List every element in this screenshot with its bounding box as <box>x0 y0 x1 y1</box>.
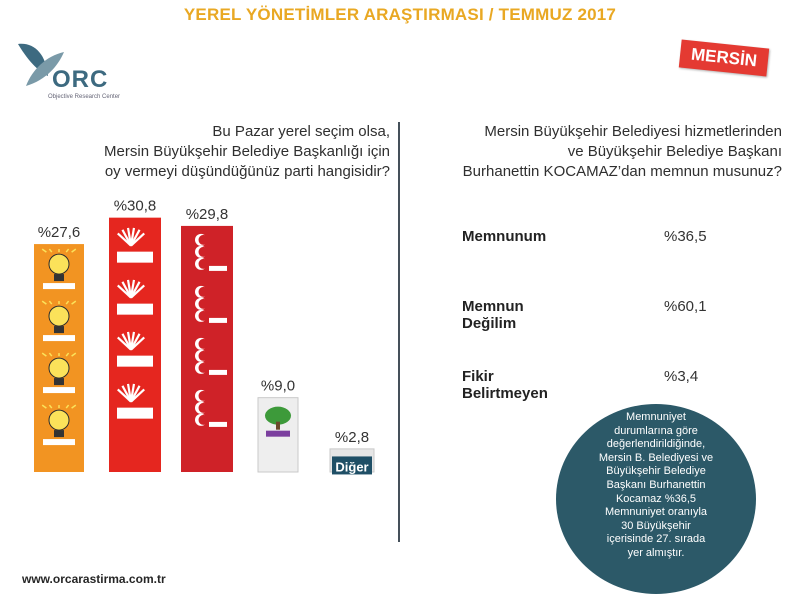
page-title: YEREL YÖNETİMLER ARAŞTIRMASI / TEMMUZ 2017 <box>183 5 617 24</box>
satisfaction-label: Fikir Belirtmeyen <box>462 368 548 402</box>
logo-name: ORC <box>52 66 109 93</box>
satisfaction-question-line: Mersin Büyükşehir Belediyesi hizmetlerinden <box>484 123 782 140</box>
logo-subtitle: Objective Research Center <box>48 94 121 100</box>
satisfaction-label: Memnunum <box>462 228 547 245</box>
vote-bar-chart <box>0 0 400 480</box>
satisfaction-value: %3,4 <box>664 368 699 385</box>
note-line: yer almıştır. <box>627 546 685 559</box>
satisfaction-value: %36,5 <box>664 228 707 245</box>
note-line: içerisinde 27. sırada <box>606 533 706 546</box>
satisfaction-question-line: Burhanettin KOCAMAZ’dan memnun musunuz? <box>462 163 782 180</box>
satisfaction-question <box>402 122 782 182</box>
website-link[interactable]: www.orcarastirma.com.tr <box>22 572 166 586</box>
bar-value-label: %2,8 <box>334 428 370 446</box>
bar-value-label: %30,8 <box>113 197 157 215</box>
note-line: Memnuniyet <box>626 411 686 423</box>
note-line: değerlendirildiğinde, <box>606 438 706 451</box>
note-text <box>594 411 718 561</box>
bar-value-label: %27,6 <box>37 224 81 242</box>
note-line: Kocamaz %36,5 <box>615 492 697 505</box>
bar-value-label: %9,0 <box>260 377 296 395</box>
note-line: 30 Büyükşehir <box>621 519 691 532</box>
note-line: Başkanı Burhanettin <box>606 478 706 491</box>
vote-question-line: Mersin Büyükşehir Belediye Başkanlığı için <box>104 143 390 160</box>
note-line: Mersin B. Belediyesi ve <box>598 451 714 464</box>
city-badge: MERSİN <box>679 39 769 76</box>
note-line: Büyükşehir Belediye <box>606 465 706 478</box>
note-circle <box>556 404 756 594</box>
vote-question-line: Bu Pazar yerel seçim olsa, <box>212 123 390 140</box>
bar-value-label: %29,8 <box>185 205 229 223</box>
satisfaction-value: %60,1 <box>664 298 707 315</box>
hdp-tree-icon <box>265 407 291 437</box>
satisfaction-label: Memnun Değilim <box>462 298 524 332</box>
other-label: Diğer <box>335 459 369 475</box>
note-line: Memnuniyet oranıyla <box>604 506 708 519</box>
satisfaction-question-line: ve Büyükşehir Belediye Başkanı <box>567 143 782 160</box>
note-line: durumlarına göre <box>614 424 698 437</box>
vote-question-line: oy vermeyi düşündüğünüz parti hangisidir? <box>104 163 390 180</box>
